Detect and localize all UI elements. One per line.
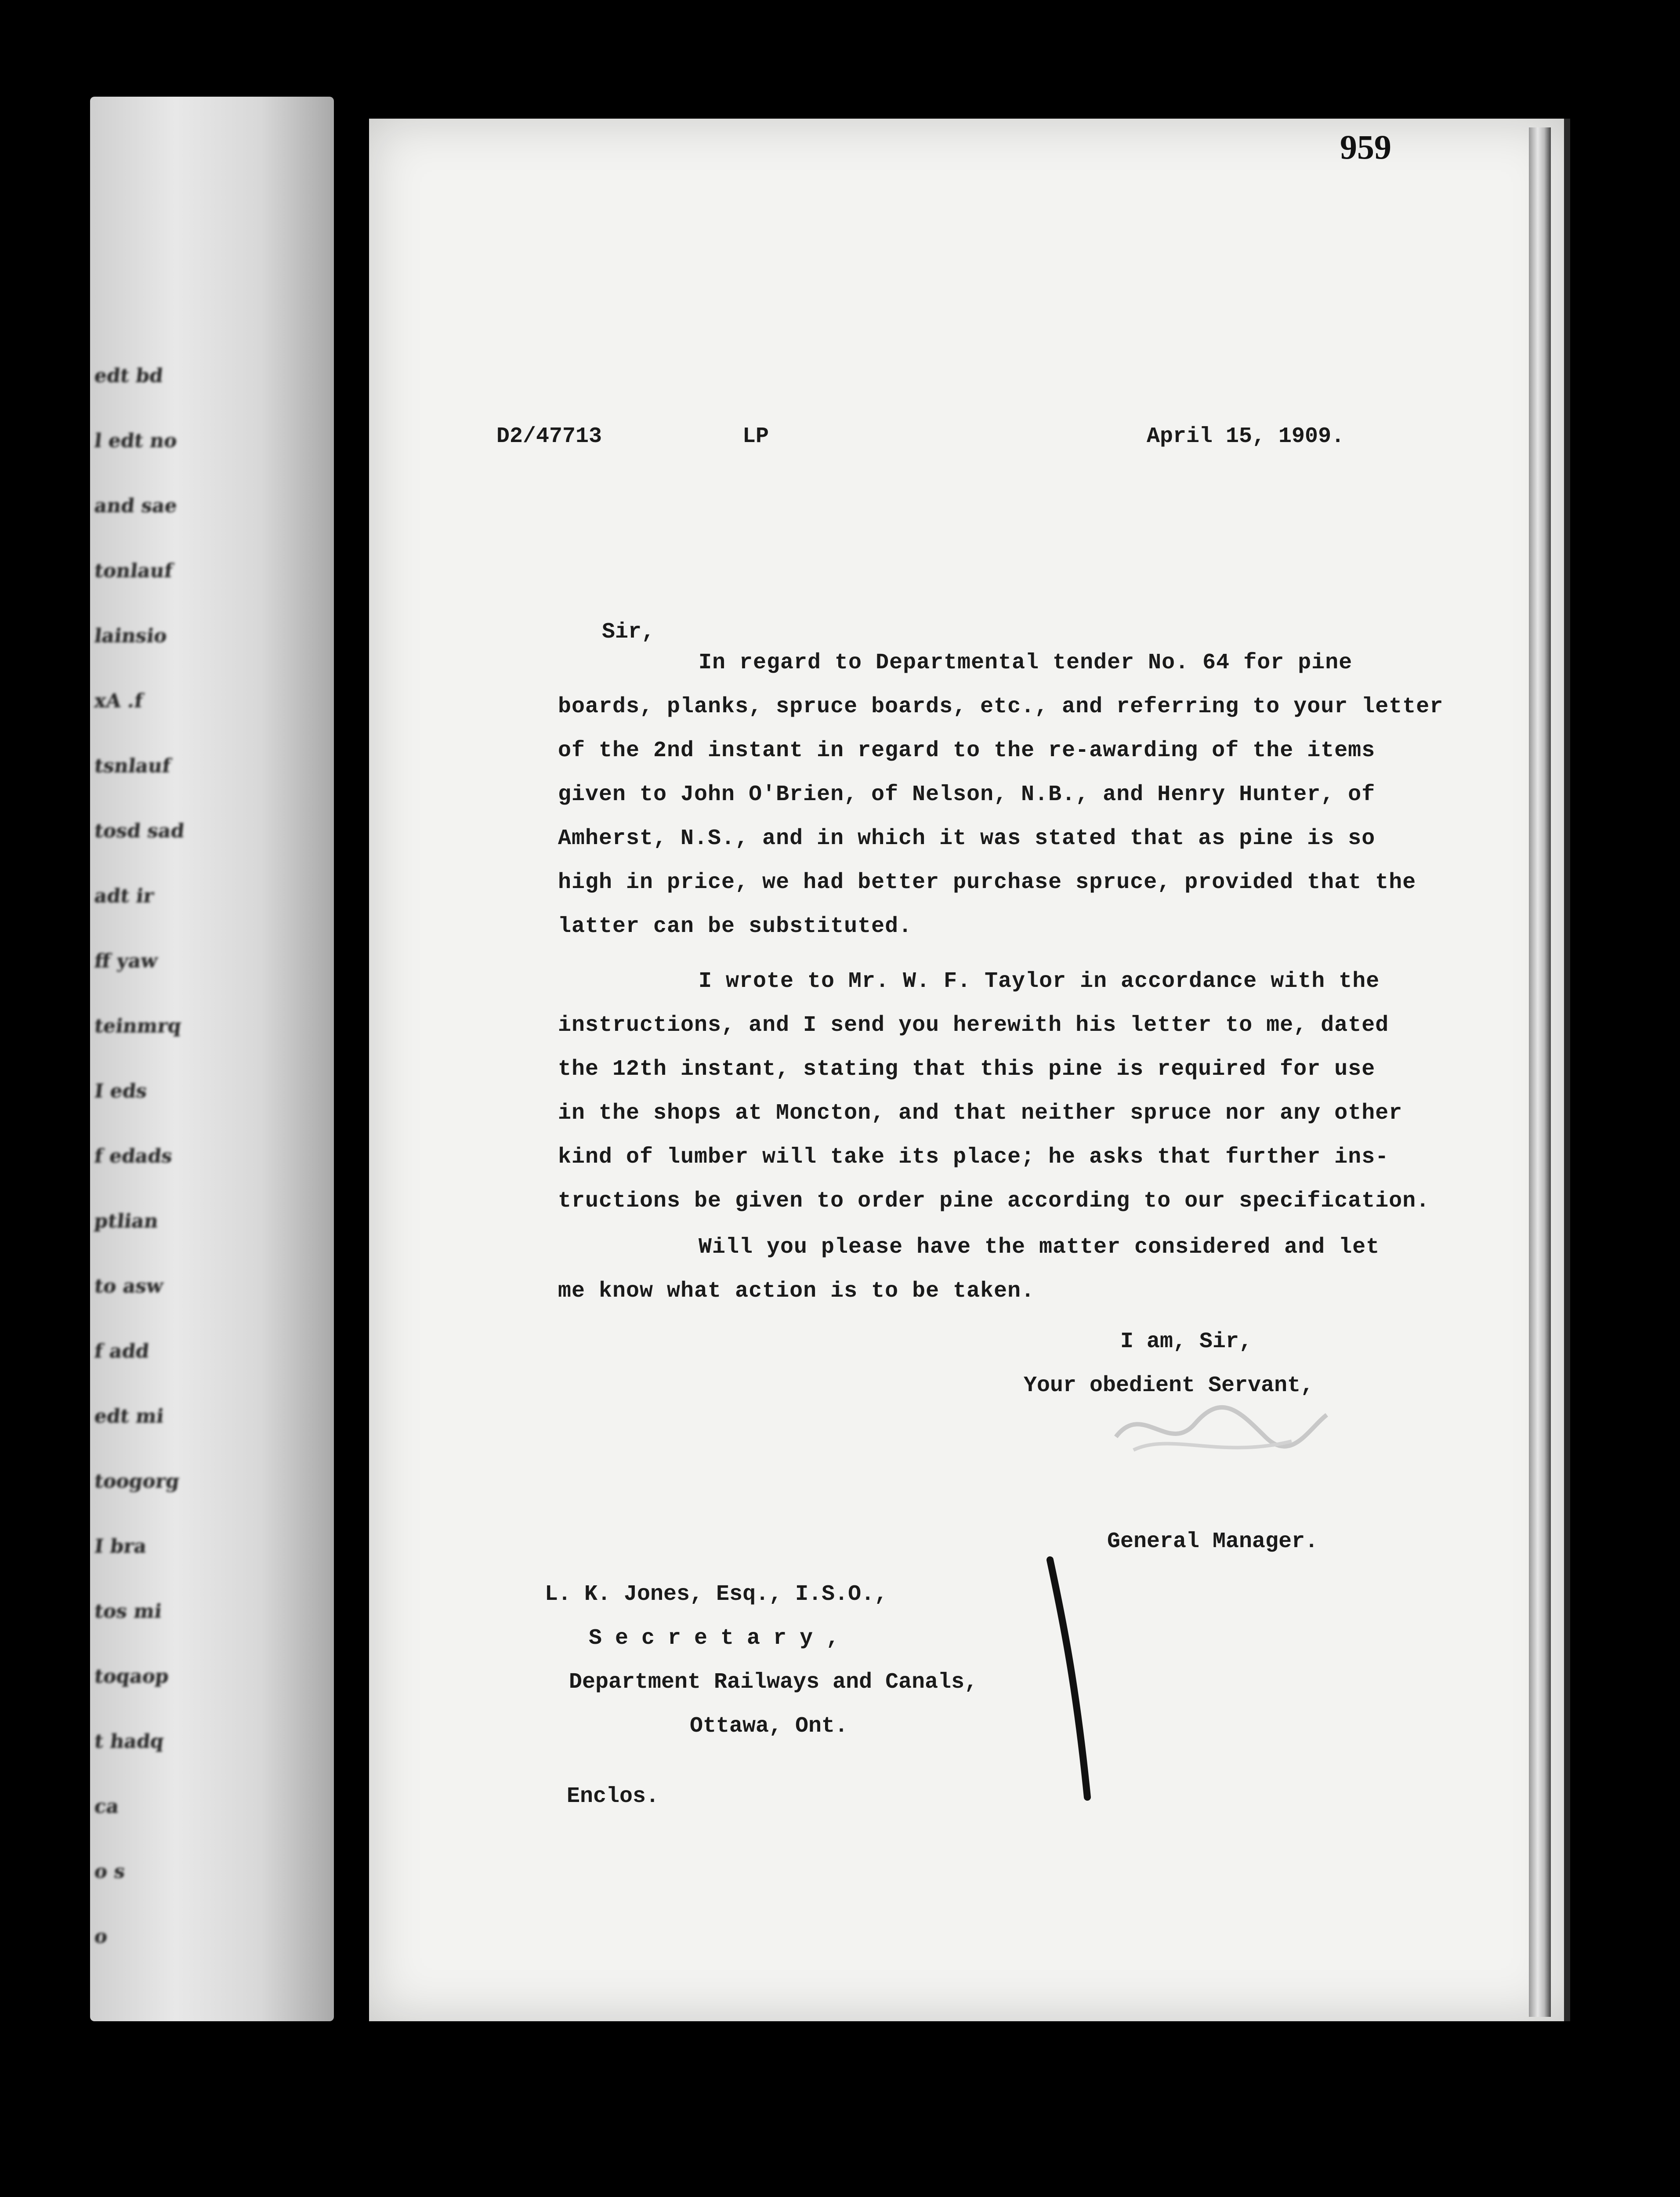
body-line: me know what action is to be taken. — [558, 1279, 1035, 1304]
facing-page-fragment: I eds — [93, 1080, 148, 1102]
body-line: the 12th instant, stating that this pine is required for use — [558, 1057, 1376, 1082]
facing-page-fragment: o — [93, 1925, 109, 1948]
body-line: In regard to Departmental tender No. 64 for pine — [699, 650, 1353, 675]
addressee-position: S e c r e t a r y , — [589, 1626, 840, 1651]
file-reference: D2/47713 — [496, 424, 602, 449]
body-line: high in price, we had better purchase spruce, provided that the — [558, 870, 1416, 895]
facing-page-fragment: ptlian — [93, 1210, 159, 1233]
body-line: Will you please have the matter considered and let — [699, 1235, 1380, 1260]
facing-page-fragment: ca — [93, 1795, 120, 1818]
facing-page-fragment: to asw — [93, 1275, 164, 1298]
facing-page-fragment: teinmrq — [93, 1015, 183, 1037]
letter-date: April 15, 1909. — [1147, 424, 1345, 449]
facing-page-fragment: toogorg — [93, 1470, 181, 1493]
salutation: Sir, — [602, 620, 655, 645]
facing-page-fragment: t hadq — [93, 1730, 165, 1753]
facing-page-fragment: lainsio — [93, 625, 168, 647]
facing-page-strip — [90, 97, 334, 2021]
facing-page-fragment: and sae — [93, 495, 178, 517]
initials: LP — [742, 424, 769, 449]
facing-page-fragment: tosd sad — [93, 820, 186, 842]
addressee-department: Department Railways and Canals, — [569, 1670, 978, 1695]
facing-page-fragment: I bra — [93, 1535, 148, 1558]
faded-signature — [1107, 1384, 1336, 1472]
body-line: given to John O'Brien, of Nelson, N.B., and Henry Hunter, of — [558, 782, 1376, 807]
body-line: Amherst, N.S., and in which it was stated that as pine is so — [558, 826, 1376, 851]
closing-line-1: I am, Sir, — [1120, 1329, 1253, 1354]
facing-page-fragment: tonlauf — [93, 560, 174, 582]
body-line: of the 2nd instant in regard to the re-awarding of the items — [558, 738, 1376, 763]
body-line: instructions, and I send you herewith his letter to me, dated — [558, 1013, 1389, 1038]
page-edge — [1529, 127, 1551, 2017]
body-line: in the shops at Moncton, and that neither spruce nor any other — [558, 1101, 1403, 1126]
body-line: I wrote to Mr. W. F. Taylor in accordance with the — [699, 969, 1380, 994]
addressee-city: Ottawa, Ont. — [690, 1714, 848, 1739]
body-line: tructions be given to order pine according to our specification. — [558, 1189, 1430, 1214]
facing-page-fragment: ff yaw — [93, 950, 159, 972]
facing-page-fragment: xA .f — [93, 690, 144, 712]
facing-page-fragment: f add — [93, 1340, 150, 1363]
facing-page-fragment: l edt no — [93, 430, 178, 452]
facing-page-fragment: edt bd — [93, 365, 164, 387]
facing-page-fragment: o s — [93, 1860, 127, 1883]
signature-title: General Manager. — [1107, 1529, 1318, 1554]
facing-page-fragment: f edads — [93, 1145, 174, 1167]
facing-page-fragment: tsnlauf — [93, 755, 172, 777]
facing-page-fragment: tos mi — [93, 1600, 163, 1623]
enclosure-note: Enclos. — [567, 1784, 659, 1809]
page-number: 959 — [1340, 128, 1391, 166]
facing-page-fragment: toqaop — [93, 1665, 170, 1688]
closing-line-2: Your obedient Servant, — [1024, 1373, 1314, 1398]
body-line: latter can be substituted. — [558, 914, 912, 939]
pen-stroke — [1046, 1555, 1094, 1802]
body-line: kind of lumber will take its place; he asks that further ins- — [558, 1145, 1389, 1170]
body-line: boards, planks, spruce boards, etc., and referring to your letter — [558, 694, 1444, 719]
facing-page-fragment: edt mi — [93, 1405, 165, 1428]
addressee-name: L. K. Jones, Esq., I.S.O., — [545, 1582, 888, 1607]
facing-page-fragment: adt ir — [93, 885, 155, 907]
